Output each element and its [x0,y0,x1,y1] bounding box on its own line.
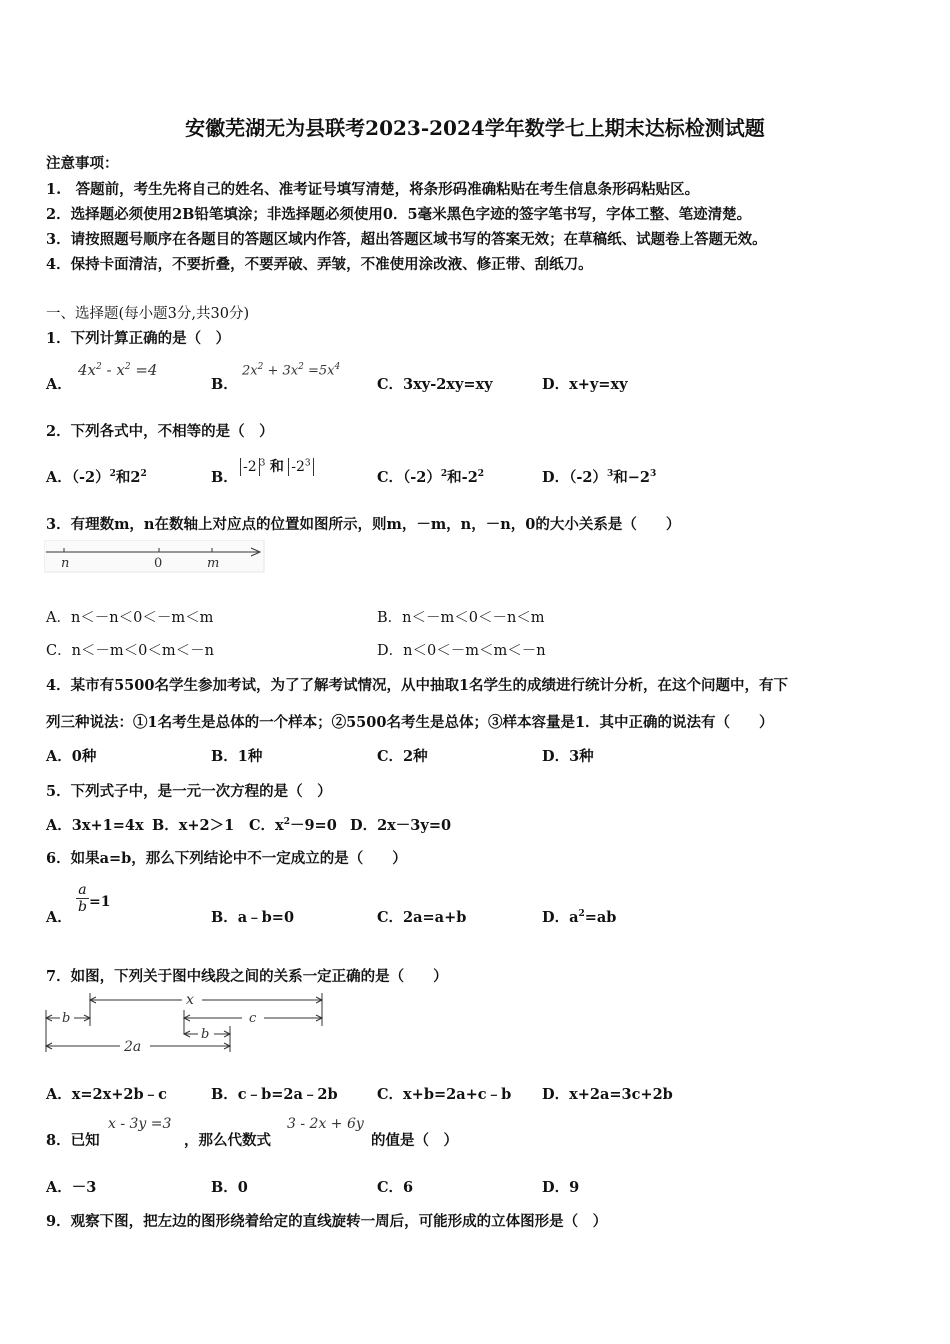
q2-option-a: A．$(-2)^2$和$2^2$ [46,469,147,486]
q1-option-a-formula: $4x^2 - x^2 =4$ [78,361,158,379]
axis-label-m: m [207,556,220,571]
fig-label-b: b [62,1011,71,1026]
notice-item: 2．选择题必须使用2B铅笔填涂；非选择题必须使用0．5毫米黑色字迹的签字笔书写，字体工整、笔迹清楚。 [46,206,752,223]
q2-option-c: C．$(-2)^2$和$-2^2$ [377,469,485,486]
q6-option-c: C．2a=a+b [377,909,467,926]
q4-option-c: C．2种 [377,748,428,765]
q6-option-a-label: A． [46,909,72,926]
q2-option-b-label: B． [211,469,238,486]
question-1-stem: 1．下列计算正确的是（ ） [46,330,231,347]
q3-option-d: D．n＜0＜－m＜m＜－n [377,643,546,659]
question-7-stem: 7．如图，下列关于图中线段之间的关系一定正确的是（ ） [46,968,448,985]
q6-option-a-formula: $\frac{a}{b}$ =1 [78,882,111,915]
question-5-stem: 5．下列式子中，是一元一次方程的是（ ） [46,783,332,800]
question-6-stem: 6．如果a=b，那么下列结论中不一定成立的是（ ） [46,850,407,867]
question-2-stem: 2．下列各式中，不相等的是（ ） [46,423,274,440]
q6-option-d: D．$a^2=ab$ [542,909,617,926]
number-line-figure [44,540,266,574]
q2-option-d: D．$(-2)^3$和$-2^3$ [542,469,657,486]
q4-option-d: D．3种 [542,748,594,765]
page-title: 安徽芜湖无为县联考2023-2024学年数学七上期末达标检测试题 [185,116,765,140]
q2-option-b-formula: -2 $^3$ 和 $-2^3$ [240,456,314,476]
segment-figure [42,988,332,1058]
notice-item: 3．请按照题号顺序在各题目的答题区域内作答，超出答题区域书写的答案无效；在草稿纸、试题卷上答题无效。 [46,231,767,248]
q7-option-d: D．x+2a=3c+2b [542,1086,673,1103]
q1-option-c: C．3xy-2xy=xy [377,376,493,393]
fig-label-x: x [186,992,194,1008]
q8-option-a: A．－3 [46,1179,97,1196]
q7-option-a: A．x=2x+2b﹣c [46,1086,167,1103]
section-heading: 一、选择题(每小题3分,共30分) [46,306,250,322]
question-9-stem: 9．观察下图，把左边的图形绕着给定的直线旋转一周后，可能形成的立体图形是（ ） [46,1213,608,1230]
q3-option-b: B．n＜－m＜0＜－n＜m [377,610,545,626]
axis-label-n: n [61,556,70,571]
q7-option-c: C．x+b=2a+c﹣b [377,1086,512,1103]
q8-expression-1: x - 3y =3 [108,1116,172,1132]
q5-option-c: C．$x^2-9=0$ [249,817,337,834]
question-3-stem: 3．有理数m，n在数轴上对应点的位置如图所示，则m，－m，n，－n，0的大小关系是（ ） [46,516,681,533]
notice-item: 1. 答题前，考生先将自己的姓名、准考证号填写清楚，将条形码准确粘贴在考生信息条形码粘贴区。 [46,181,700,198]
q1-option-b-label: B． [211,376,238,393]
q5-option-b: B．x+2＞1 [152,817,235,834]
axis-label-0: 0 [154,556,163,571]
q6-option-b: B．a﹣b=0 [211,909,295,926]
q1-option-b-formula: $2x^2 + 3x^2 =5x^4$ [242,362,341,379]
question-4-stem-cont: 列三种说法：①1名考生是总体的一个样本；②5500名考生是总体；③样本容量是1．其中正确的说法有（ ） [46,714,774,731]
q7-option-b: B．c﹣b=2a﹣2b [211,1086,338,1103]
q3-option-c: C．n＜－m＜0＜m＜－n [46,643,214,659]
q4-option-b: B．1种 [211,748,263,765]
fig-label-c: c [249,1011,257,1026]
question-8-stem-post: 的值是（ ） [371,1132,458,1149]
q4-option-a: A．0种 [46,748,97,765]
q8-option-b: B．0 [211,1179,248,1196]
q5-option-a: A．3x+1=4x [46,817,144,834]
fig-label-b2: b [201,1027,210,1042]
question-8-stem-pre: 8．已知 [46,1132,100,1149]
question-8-stem-mid: ，那么代数式 [184,1132,271,1149]
q8-option-c: C．6 [377,1179,414,1196]
q3-option-a: A．n＜－n＜0＜－m＜m [46,610,214,626]
q8-expression-2: 3 - 2x + 6y [287,1116,364,1132]
question-4-stem: 4．某市有5500名学生参加考试，为了了解考试情况，从中抽取1名学生的成绩进行统计分析，在这个问题中，有下 [46,677,789,694]
q8-option-d: D．9 [542,1179,580,1196]
q5-option-d: D．2x－3y=0 [350,817,452,834]
q1-option-d: D．x+y=xy [542,376,628,393]
notice-heading: 注意事项： [46,155,119,172]
notice-item: 4．保持卡面清洁，不要折叠，不要弄破、弄皱，不准使用涂改液、修正带、刮纸刀。 [46,256,593,273]
fig-label-2a: 2a [124,1039,142,1055]
q1-option-a-label: A． [46,376,72,393]
